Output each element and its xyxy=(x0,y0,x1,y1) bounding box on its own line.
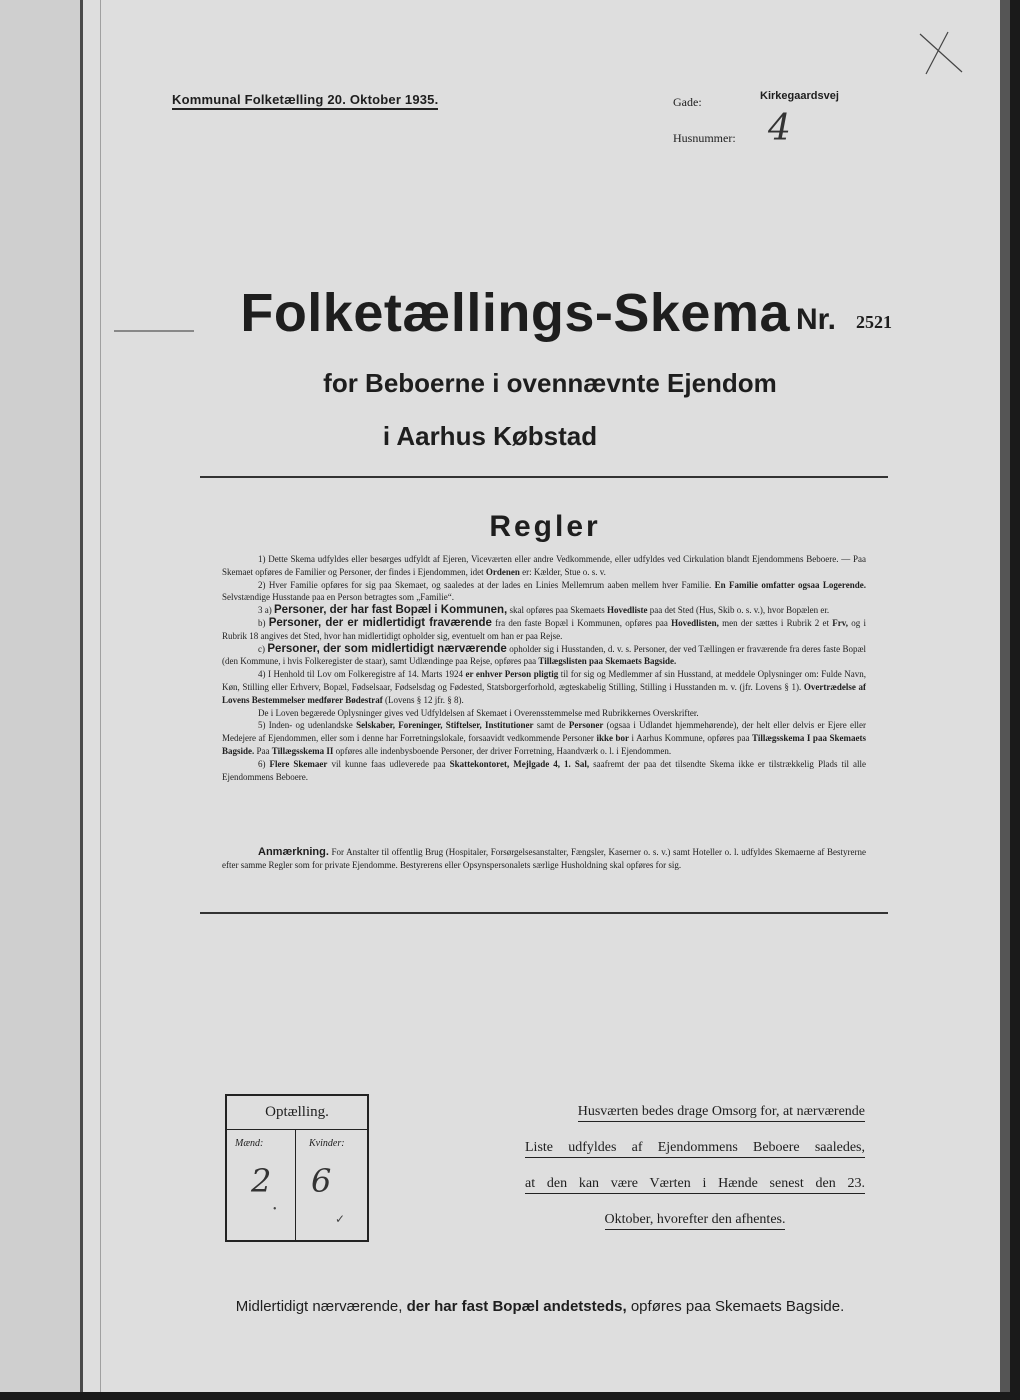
divider-bottom xyxy=(200,912,888,914)
house-number-value: 4 xyxy=(768,108,791,149)
women-label: Kvinder: xyxy=(309,1138,345,1149)
count-title: Optælling. xyxy=(265,1104,329,1120)
page-edge-line xyxy=(100,0,101,1392)
rule-3b: b) Personer, der er midlertidigt fraværende fra den faste Bopæl i Kommunen, opføres paa Hovedlisten, men der sættes i Rubrik 2 et Frv, og i Rubrik 18 angives det Sted, hvor han midlertidigt opholder sig, eventuelt om han er paa Rejse. xyxy=(222,616,866,641)
binding-strip xyxy=(0,0,82,1392)
form-subtitle-2: i Aarhus Købstad xyxy=(382,421,598,451)
form-title: Folketællings-Skema xyxy=(240,283,790,343)
women-count: 6 xyxy=(311,1162,332,1200)
notice-line-4: Oktober, hvorefter den afhentes. xyxy=(525,1212,865,1228)
rule-5: 5) Inden- og udenlandske Selskaber, Foreninger, Stiftelser, Institutioner samt de Personer (ogsaa i Udlandet hjemmehørende), der helt eller delvis er Ejere eller Medejere af Ejendommen, eller som i denne har Forretningslokale, forsaavidt vedkommende Personer ikke bor i Aarhus Kommune, opføres paa Tillægsskema I paa Skemaets Bagside. Paa Tillægsskema II opføres alle indenbysboende Personer, der driver Forretning, Haandværk o. l. i Ejendommen. xyxy=(222,720,866,756)
page-right-edge xyxy=(1000,0,1010,1392)
count-box-divider xyxy=(227,1129,367,1130)
binding-fold-line xyxy=(80,0,83,1392)
rule-2: 2) Hver Familie opføres for sig paa Skemaet, og saaledes at der lades en Linies Mellemrum aaben mellem hver Familie. En Familie omfatter ogsaa Logerende. Selvstændige Husstande paa en Person betragtes som „Familie“. xyxy=(222,579,866,603)
remark-label: Anmærkning. xyxy=(258,846,329,858)
remark-text: Anmærkning. For Anstalter til offentlig Brug (Hospitaler, Forsørgelsesanstalter, Fængsler, Kaserner o. s. v.) samt Hoteller o. l. udfyldes Skemaerne af Bestyrerne efter samme Regler som for private Ejendomme. Bestyrerens eller Opsynspersonalets særlige Husholdning skal opføres for sig. xyxy=(222,846,866,870)
men-count: 2 xyxy=(251,1162,272,1200)
notice-line-2: Liste udfyldes af Ejendommens Beboere saaledes, xyxy=(525,1140,865,1156)
count-box xyxy=(225,1094,369,1242)
men-label: Mænd: xyxy=(235,1138,264,1149)
rule-4: 4) I Henhold til Lov om Folkeregistre af 14. Marts 1924 er enhver Person pligtig til for sig og Medlemmer af sin Husstand, at meddele Oplysninger om: Fulde Navn, Køn, Stilling eller Erhverv, Bopæl, Fødselsaar, Fødselsdag og Fødested, Statsborgerforhold, ægteskabelig Stilling, Stilling i Husstanden m. v. (jfr. Lovens § 1). Overtrædelse af Lovens Bestemmelser medfører Bødestraf (Lovens § 12 jfr. § 8). xyxy=(222,669,866,705)
pencil-dot-mark: • xyxy=(273,1204,277,1215)
rules-heading: Regler xyxy=(489,510,601,543)
street-value: Kirkegaardsvej xyxy=(760,90,839,102)
form-number-value: 2521 xyxy=(856,312,892,332)
divider-top xyxy=(200,476,888,478)
form-number-label: Nr. xyxy=(796,303,837,336)
notice-line-3: at den kan være Værten i Hænde senest den 23. xyxy=(525,1176,865,1192)
rule-1: 1) Dette Skema udfyldes eller besørges udfyldt af Ejeren, Viceværten eller andre Vedkommende, eller udfyldes ved Cirkulation blandt Ejendommens Beboere. — Paa Skemaet opføres de Familier og Personer, der findes i Ejendommen, idet Ordenen er: Kælder, Stue o. s. v. xyxy=(222,554,866,577)
rules-text xyxy=(222,553,866,783)
notice-line-1: Husværten bedes drage Omsorg for, at nærværende xyxy=(525,1104,865,1120)
house-number-label: Husnummer: xyxy=(673,131,736,145)
form-subtitle-1: for Beboerne i ovennævnte Ejendom xyxy=(323,368,777,398)
handwritten-x-mark xyxy=(918,30,964,76)
rule-3c: c) Personer, der som midlertidigt nærværende opholder sig i Husstanden, d. v. s. Personer, der ved Tællingen er fraværende fra deres faste Bopæl (den Kommune, i hvis Folkeregister de staar), samt Udlændinge paa Rejse, opføres paa Tillægslisten paa Skemaets Bagside. xyxy=(222,642,867,667)
census-header: Kommunal Folketælling 20. Oktober 1935. xyxy=(172,92,438,110)
rule-4b: De i Loven begærede Oplysninger gives ved Udfyldelsen af Skemaet i Overensstemmelse med Rubrikkernes Overskrifter. xyxy=(258,707,699,718)
rule-3a: 3 a) Personer, der har fast Bopæl i Kommunen, skal opføres paa Skemaets Hovedliste paa det Sted (Hus, Skib o. s. v.), hvor Bopælen er. xyxy=(258,604,830,617)
footer-note: Midlertidigt nærværende, der har fast Bopæl andetsteds, opføres paa Skemaets Bagside. xyxy=(235,1298,845,1315)
street-label: Gade: xyxy=(673,95,702,109)
count-box-column-divider xyxy=(295,1129,296,1240)
check-mark-icon: ✓ xyxy=(335,1212,346,1226)
rule-6: 6) Flere Skemaer vil kunne faas udleverede paa Skattekontoret, Mejlgade 4, 1. Sal, saafremt der paa det tilsendte Skema ikke er tilstrækkelig Plads til alle Ejendommens Beboere. xyxy=(222,758,867,782)
